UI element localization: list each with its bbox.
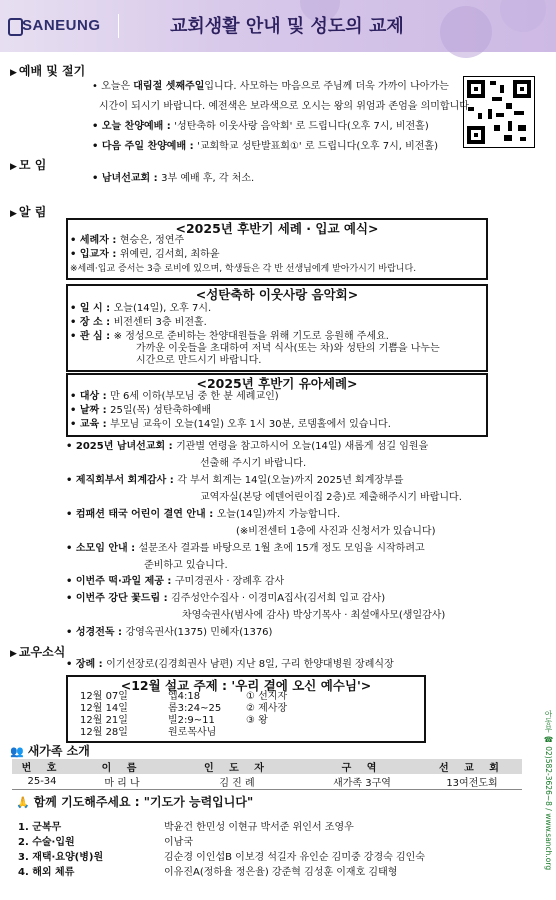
praying-hands-icon: 🙏 xyxy=(16,796,30,809)
sermon-date: 12월 21일 xyxy=(80,715,128,726)
section-heading-meeting: ▶ 모 임 xyxy=(10,158,47,172)
box-line: • 장 소 : 비전센터 3층 비전홀. xyxy=(70,317,207,328)
box-line: • 세례자 : 현승은, 정연주 xyxy=(70,235,185,246)
people-icon: 👥 xyxy=(10,745,24,758)
box-line: • 대상 : 만 6세 이하(부모님 중 한 분 세례교인) xyxy=(70,391,279,402)
box-line: • 날짜 : 25일(목) 성탄축하예배 xyxy=(70,405,212,416)
worship-line-2: 시간이 되시기 바랍니다. 예전색은 보라색으로 오시는 왕의 위엄과 존엄을 의미합니다. xyxy=(99,101,473,112)
prayer-names: 이남국 xyxy=(164,837,193,848)
prayer-category: 4. 해외 체류 xyxy=(18,867,75,878)
box-title: <성탄축하 이웃사랑 음악회> xyxy=(195,287,359,302)
notice-item-cont: (※비전센터 1층에 사진과 신청서가 있습니다) xyxy=(236,526,436,537)
worship-line-3: • 오늘 찬양예배 : '성탄축하 이웃사랑 음악회' 로 드립니다(오후 7시, 비전홀) xyxy=(92,121,429,132)
notice-item: • 소모임 안내 : 설문조사 결과를 바탕으로 1월 초에 15개 정도 모임을 시작하려고 xyxy=(66,543,425,554)
section-heading-newfamily: 👥 새가족 소개 xyxy=(10,744,90,758)
sermon-verse: 원로목사님 xyxy=(168,727,217,738)
box-title: <2025년 후반기 유아세례> xyxy=(196,376,358,391)
table-cell: 마 리 나 xyxy=(72,774,172,790)
prayer-names: 이유진A(정하율 정은율) 강준혁 김성훈 이재호 김태형 xyxy=(164,867,398,878)
box-line: • 관 심 : ※ 정성으로 준비하는 찬양대원들을 위해 기도로 응원해 주세요. xyxy=(70,331,389,342)
notice-item: • 제직회부서 회계감사 : 각 부서 회계는 14일(오늘)까지 2025년 회계장부를 xyxy=(66,475,404,486)
table-header: 선 교 회 xyxy=(422,759,522,774)
box-line: • 일 시 : 오늘(14일), 오후 7시. xyxy=(70,303,212,314)
newfamily-table xyxy=(12,759,522,790)
table-cell: 25-34 xyxy=(12,774,72,790)
church-logo: SANEUNG xyxy=(22,17,101,34)
logo-mark-icon xyxy=(8,18,23,36)
notice-item-cont: 선출해 주시기 바랍니다. xyxy=(200,458,307,469)
section-heading-worship: ▶ 예배 및 절기 xyxy=(10,64,86,78)
table-header: 구 역 xyxy=(302,759,422,774)
table-row xyxy=(12,774,522,790)
worship-line-4: • 다음 주일 찬양예배 : '교회학교 성탄발표회①' 로 드립니다(오후 7시, 비전홀) xyxy=(92,141,438,152)
baptism-notice-box xyxy=(66,218,488,280)
table-header-row xyxy=(12,759,522,774)
triangle-bullet-icon: ▶ xyxy=(10,209,17,219)
box-line: 시간으로 만드시기 바랍니다. xyxy=(136,355,262,366)
table-header: 이 름 xyxy=(72,759,172,774)
meeting-line-1: • 남녀선교회 : 3부 예배 후, 각 처소. xyxy=(92,173,255,184)
sermon-verse: 롬3:24~25 xyxy=(168,703,222,714)
flower-decoration-icon xyxy=(440,6,492,58)
sermon-date: 12월 07일 xyxy=(80,691,128,702)
triangle-bullet-icon: ▶ xyxy=(10,649,17,659)
concert-notice-box xyxy=(66,284,488,372)
box-title: <12월 설교 주제 : '우리 곁에 오신 예수님'> xyxy=(120,678,372,693)
prayer-names: 박윤건 한민성 이현규 박서준 위인서 조영우 xyxy=(164,822,354,833)
flower-decoration-icon xyxy=(500,0,546,32)
sermon-date: 12월 14일 xyxy=(80,703,128,714)
prayer-category: 1. 군복무 xyxy=(18,822,62,833)
table-header: 인 도 자 xyxy=(172,759,302,774)
sermon-topic: ② 제사장 xyxy=(246,703,288,714)
triangle-bullet-icon: ▶ xyxy=(10,68,17,78)
notice-item-cont: 준비하고 있습니다. xyxy=(144,560,228,571)
notice-item-cont: 교역자실(본당 에덴어린이집 2층)로 제출해주시기 바랍니다. xyxy=(200,492,462,503)
page-title: 교회생활 안내 및 성도의 교제 xyxy=(170,16,404,37)
box-line: • 교육 : 부모님 교육이 오늘(14일) 오후 1시 30분, 로뎀홀에서 있습니다. xyxy=(70,419,391,430)
sermon-topic: ① 선지자 xyxy=(246,691,288,702)
notice-item-cont: 차영숙권사(범사에 감사) 박상기목사 · 최설애사모(생일감사) xyxy=(182,610,446,621)
table-cell: 김 진 례 xyxy=(172,774,302,790)
section-heading-notice: ▶ 알 림 xyxy=(10,205,47,219)
news-line: • 장례 : 이기선장로(김경희권사 남편) 지난 8일, 구리 한양대병원 장례식장 xyxy=(66,659,394,670)
notice-item: • 컴패션 태국 어린이 결연 안내 : 오늘(14일)까지 가능합니다. xyxy=(66,509,341,520)
notice-item: • 2025년 남녀선교회 : 기관별 연령을 참고하시어 오늘(14일) 새롭게 섬길 임원을 xyxy=(66,441,429,452)
section-heading-news: ▶ 교우소식 xyxy=(10,645,66,659)
newfamily-table-wrap xyxy=(12,759,522,790)
box-title: <2025년 후반기 세례 · 입교 예식> xyxy=(175,221,379,236)
prayer-category: 3. 재택·요양(병)원 xyxy=(18,852,104,863)
section-heading-prayer: 🙏 함께 기도해주세요 : "기도가 능력입니다" xyxy=(16,795,254,809)
qr-code[interactable] xyxy=(463,76,535,148)
header-divider xyxy=(118,14,119,38)
prayer-category: 2. 수술·입원 xyxy=(18,837,75,848)
worship-line-1: • 오늘은 대림절 셋째주일입니다. 사모하는 마음으로 주님께 더욱 가까이 나아가는 xyxy=(92,81,449,92)
table-header: 번 호 xyxy=(12,759,72,774)
table-cell: 13여전도회 xyxy=(422,774,522,790)
sermon-verse: 빌2:9~11 xyxy=(168,715,215,726)
box-line: • 입교자 : 위예린, 김서희, 최하윤 xyxy=(70,249,220,260)
side-contact-text: 아동부 ☎ 02)582-3626~8 / www.sanch.org xyxy=(544,710,553,871)
infant-baptism-box xyxy=(66,373,488,437)
sermon-verse: 엡4:18 xyxy=(168,691,201,702)
box-line: ※세례·입교 증서는 3층 로비에 있으며, 학생들은 각 반 선생님에게 받아가시기 바랍니다. xyxy=(70,264,417,274)
notice-item: • 성경전독 : 강영옥권사(1375) 민혜자(1376) xyxy=(66,627,273,638)
sermon-date: 12월 28일 xyxy=(80,727,128,738)
notice-item: • 이번주 강단 꽃드림 : 김주성안수집사 · 이경미A집사(김서희 입교 감사) xyxy=(66,593,386,604)
prayer-names: 김순경 이인섭B 이보경 석길자 유인순 김미중 강경숙 김인숙 xyxy=(164,852,425,863)
sermon-topic: ③ 왕 xyxy=(246,715,268,726)
table-cell: 새가족 3구역 xyxy=(302,774,422,790)
triangle-bullet-icon: ▶ xyxy=(10,162,17,172)
box-line: 가까운 이웃들을 초대하여 저녁 식사(또는 차)와 성탄의 기쁨을 나누는 xyxy=(136,343,440,354)
sermon-series-box xyxy=(66,675,426,743)
header-banner xyxy=(0,0,556,52)
notice-item: • 이번주 떡·과일 제공 : 구미경권사 · 장례후 감사 xyxy=(66,576,285,587)
